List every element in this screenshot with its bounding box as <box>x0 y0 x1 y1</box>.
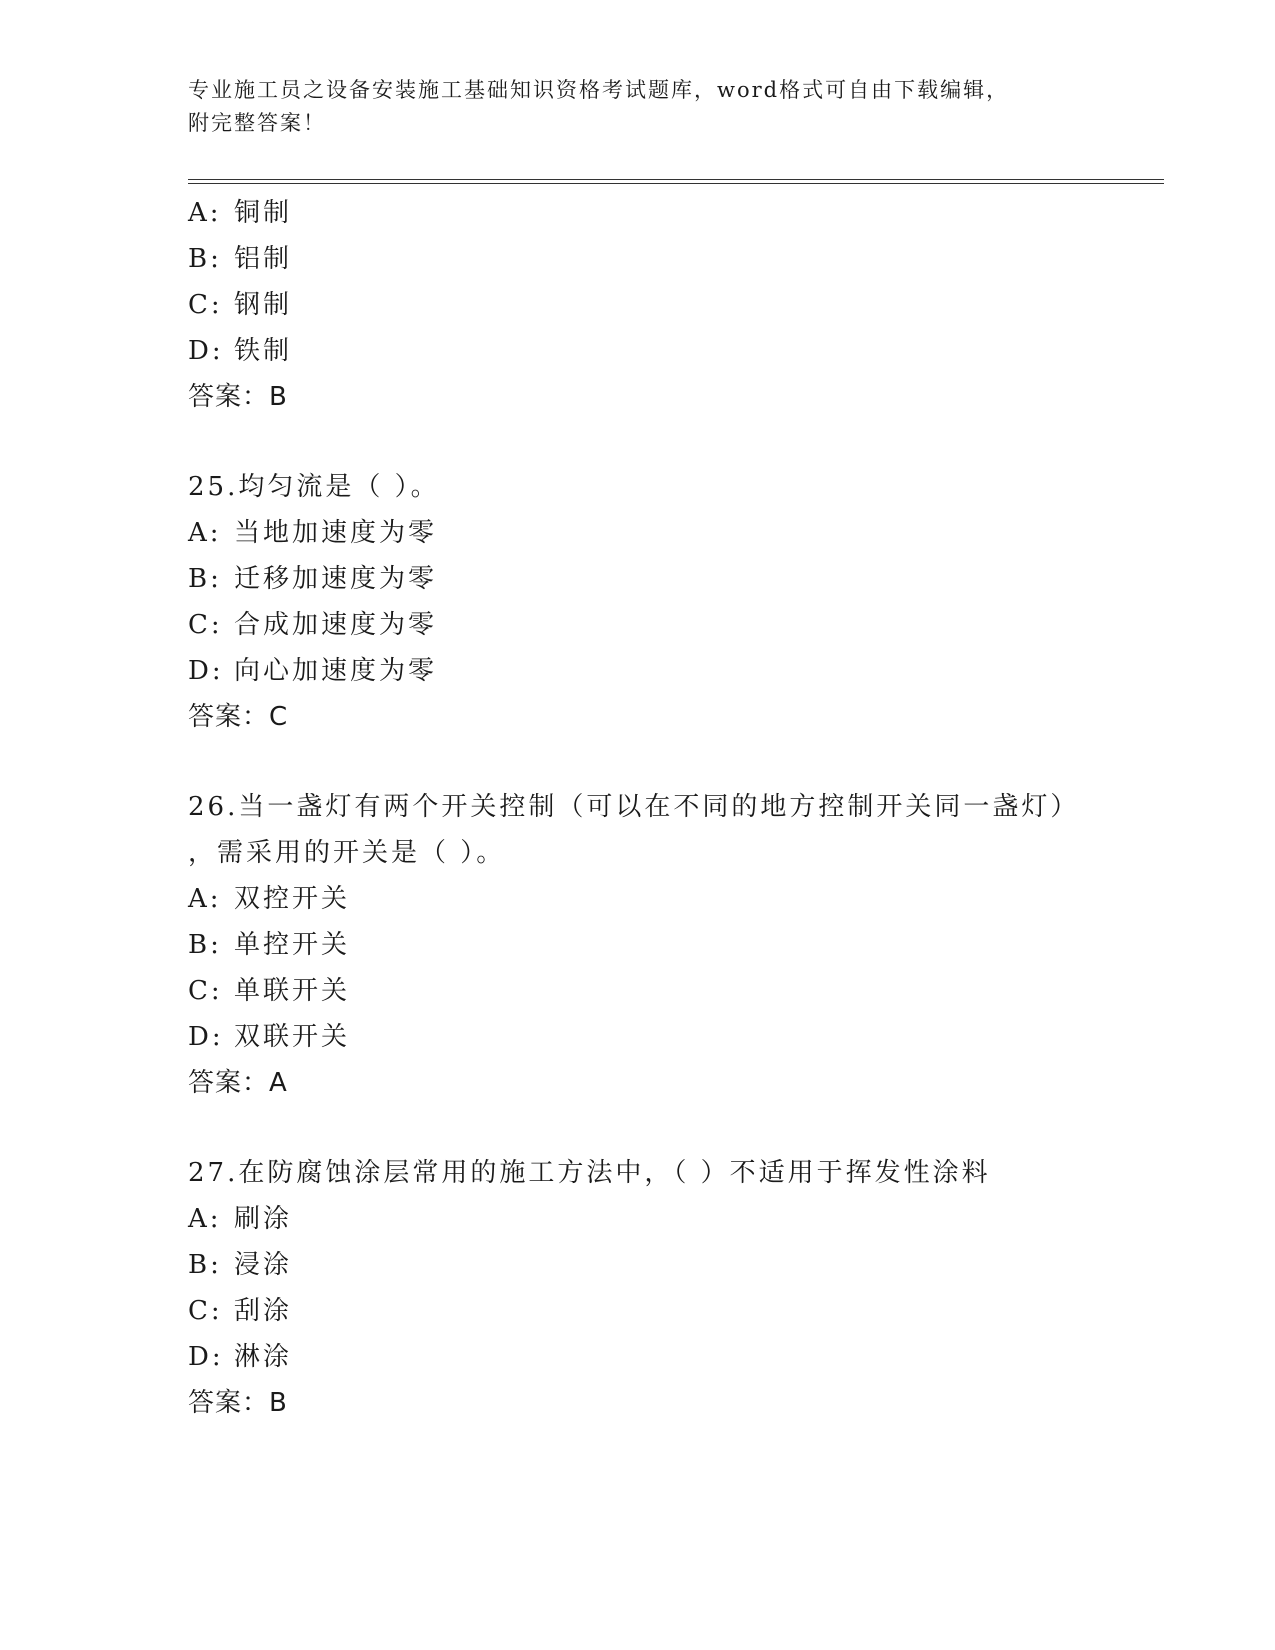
option-d <box>188 648 1168 694</box>
question-text: 27.在防腐蚀涂层常用的施工方法中，（ ）不适用于挥发性涂料 <box>188 1158 991 1188</box>
option-d <box>188 1334 1168 1380</box>
spacer <box>188 420 1168 464</box>
option-letter: C: <box>188 610 223 640</box>
option-a <box>188 876 1168 922</box>
option-text: 钢制 <box>234 290 293 320</box>
option-letter: C: <box>188 976 223 1006</box>
header-divider <box>188 179 1164 184</box>
answer-line: 答案：B <box>188 1388 288 1418</box>
option-text: 单联开关 <box>234 976 351 1006</box>
option-letter: D: <box>188 336 224 366</box>
option-letter: A: <box>188 884 222 914</box>
option-b <box>188 236 1168 282</box>
option-letter: B: <box>188 564 222 594</box>
option-text: 向心加速度为零 <box>234 656 438 686</box>
answer-line: 答案：B <box>188 382 288 412</box>
option-text: 合成加速度为零 <box>234 610 438 640</box>
option-text: 浸涂 <box>234 1250 293 1280</box>
option-text: 单控开关 <box>234 930 351 960</box>
option-letter: B: <box>188 1250 222 1280</box>
option-text: 刷涂 <box>234 1204 293 1234</box>
option-c <box>188 968 1168 1014</box>
option-b <box>188 1242 1168 1288</box>
option-a <box>188 510 1168 556</box>
question-block-25 <box>188 464 1168 740</box>
question-text-line-1: 26.当一盏灯有两个开关控制（可以在不同的地方控制开关同一盏灯） <box>188 792 1080 822</box>
option-letter: A: <box>188 518 222 548</box>
spacer <box>188 740 1168 784</box>
question-list <box>188 190 1168 1426</box>
question-block-prev <box>188 190 1168 420</box>
header-line-2: 附完整答案！ <box>188 111 326 135</box>
option-c <box>188 1288 1168 1334</box>
header-line-1: 专业施工员之设备安装施工基础知识资格考试题库，word格式可自由下载编辑， <box>188 78 1010 102</box>
answer-line: 答案：A <box>188 1068 288 1098</box>
question-block-26 <box>188 784 1168 1106</box>
option-letter: C: <box>188 1296 223 1326</box>
option-c <box>188 282 1168 328</box>
question-block-27 <box>188 1150 1168 1426</box>
option-d <box>188 1014 1168 1060</box>
option-a <box>188 190 1168 236</box>
option-b <box>188 922 1168 968</box>
option-text: 淋涂 <box>234 1342 293 1372</box>
option-d <box>188 328 1168 374</box>
option-letter: D: <box>188 1022 224 1052</box>
question-text: 25.均匀流是（ ）。 <box>188 472 440 502</box>
option-text: 双控开关 <box>234 884 351 914</box>
option-c <box>188 602 1168 648</box>
spacer <box>188 1106 1168 1150</box>
option-letter: C: <box>188 290 223 320</box>
option-letter: B: <box>188 930 222 960</box>
option-letter: B: <box>188 244 222 274</box>
option-text: 铁制 <box>234 336 293 366</box>
option-text: 迁移加速度为零 <box>234 564 438 594</box>
question-text-line-2: ，需采用的开关是（ ）。 <box>188 838 506 868</box>
document-header <box>188 74 1088 140</box>
option-text: 当地加速度为零 <box>234 518 438 548</box>
option-text: 刮涂 <box>234 1296 293 1326</box>
option-text: 双联开关 <box>234 1022 351 1052</box>
option-letter: D: <box>188 656 224 686</box>
option-letter: A: <box>188 1204 222 1234</box>
option-b <box>188 556 1168 602</box>
option-text: 铝制 <box>234 244 293 274</box>
option-letter: A: <box>188 198 222 228</box>
option-a <box>188 1196 1168 1242</box>
option-letter: D: <box>188 1342 224 1372</box>
option-text: 铜制 <box>234 198 293 228</box>
answer-line: 答案：C <box>188 702 289 732</box>
